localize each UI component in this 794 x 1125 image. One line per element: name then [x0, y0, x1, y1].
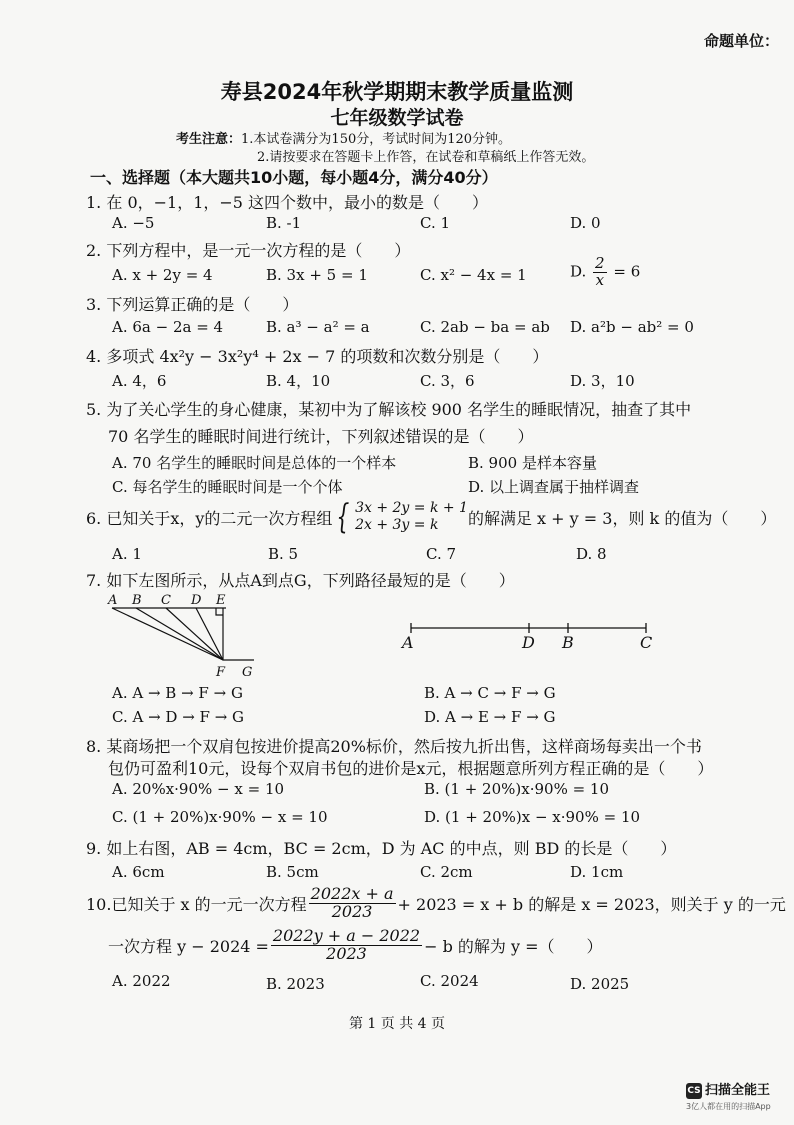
- q6-option-d: D. 8: [576, 545, 607, 563]
- q6-option-c: C. 7: [426, 545, 457, 563]
- q1-option-a: A. −5: [112, 214, 155, 232]
- question-7: 7. 如下左图所示，从点A到点G，下列路径最短的是（ ）: [86, 571, 515, 590]
- q8-option-a: A. 20%x·90% − x = 10: [112, 780, 285, 798]
- q3-option-b: B. a³ − a² = a: [266, 318, 370, 336]
- q10-option-a: A. 2022: [112, 972, 171, 990]
- q2-option-a: A. x + 2y = 4: [112, 266, 213, 284]
- q8-option-d: D. (1 + 20%)x − x·90% = 10: [424, 808, 641, 826]
- q6-equation-1: 3x + 2y = k + 1: [355, 500, 468, 517]
- q3-option-d: D. a²b − ab² = 0: [570, 318, 694, 336]
- q2-option-b: B. 3x + 5 = 1: [266, 266, 368, 284]
- fig-left-label-f: F: [216, 665, 226, 680]
- issuer-label: 命题单位：: [704, 32, 780, 50]
- q6-equation-system: [332, 497, 468, 537]
- fig-left-label-e: E: [216, 593, 226, 608]
- question-4: 4. 多项式 4x²y − 3x²y⁴ + 2x − 7 的项数和次数分别是（ ）: [86, 347, 549, 366]
- question-9: 9. 如上右图，AB = 4cm，BC = 2cm，D 为 AC 的中点，则 BD 的长是（ ）: [86, 839, 677, 858]
- question-8-line-2: 包仍可盈利10元，设每个双肩书包的进价是x元，根据题意所列方程正确的是（ ）: [108, 759, 714, 778]
- question-5-line-1: 5. 为了关心学生的身心健康，某初中为了解该校 900 名学生的睡眠情况，抽查了其中: [86, 400, 692, 419]
- q9-option-c: C. 2cm: [420, 863, 473, 881]
- q10-f2-numerator: 2022y + a − 2022: [272, 926, 421, 945]
- q1-option-b: B. -1: [266, 214, 302, 232]
- scanner-app-name: 扫描全能王: [705, 1083, 771, 1098]
- q6-post: 的解满足 x + y = 3，则 k 的值为（ ）: [467, 508, 777, 528]
- question-6: [86, 497, 777, 537]
- notice-label: 考生注意：: [176, 132, 242, 147]
- q6-brace: {: [336, 497, 350, 537]
- q10-mid: + 2023 = x + b 的解是 x = 2023，则关于 y 的一元: [397, 894, 786, 914]
- q6-pre: 6. 已知关于x，y的二元一次方程组: [86, 508, 333, 528]
- question-10-line-1: [86, 886, 786, 921]
- q10-option-b: B. 2023: [266, 975, 325, 993]
- q10-fraction-2: [271, 928, 422, 963]
- q10-option-d: D. 2025: [570, 975, 630, 993]
- q10-fraction-1: [309, 886, 396, 921]
- q10-line2-pre: 一次方程 y − 2024 =: [108, 936, 269, 956]
- q4-option-d: D. 3，10: [570, 372, 635, 390]
- question-10-line-2: [108, 928, 603, 963]
- section-title: 一、选择题（本大题共10小题，每小题4分，满分40分）: [90, 168, 498, 187]
- q5-option-d: D. 以上调查属于抽样调查: [468, 478, 640, 496]
- q4-option-a: A. 4，6: [112, 372, 167, 390]
- q4-option-c: C. 3，6: [420, 372, 475, 390]
- q9-option-d: D. 1cm: [570, 863, 624, 881]
- q5-option-a: A. 70 名学生的睡眠时间是总体的一个样本: [112, 454, 397, 472]
- notice-item-2: 2.请按要求在答题卡上作答，在试卷和草稿纸上作答无效。: [257, 150, 595, 165]
- fig-left-label-a: A: [108, 593, 118, 608]
- q9-option-a: A. 6cm: [112, 863, 165, 881]
- q6-option-b: B. 5: [268, 545, 299, 563]
- question-3: 3. 下列运算正确的是（ ）: [86, 295, 299, 314]
- q6-option-a: A. 1: [112, 545, 142, 563]
- q10-option-c: C. 2024: [420, 972, 479, 990]
- question-5-line-2: 70 名学生的睡眠时间进行统计，下列叙述错误的是（ ）: [108, 427, 534, 446]
- q2-d-label: D.: [570, 262, 587, 281]
- cs-logo-icon: CS: [686, 1083, 702, 1099]
- q2-option-d: [570, 256, 640, 289]
- question-1: 1. 在 0，−1，1，−5 这四个数中，最小的数是（ ）: [86, 193, 489, 212]
- q10-f2-denominator: 2023: [326, 943, 367, 963]
- fig-right-label-a: A: [402, 633, 414, 652]
- q7-option-c: C. A → D → F → G: [112, 708, 245, 726]
- q10-f1-denominator: 2023: [331, 901, 373, 921]
- q7-figure-right: [398, 612, 668, 654]
- q1-option-c: C. 1: [420, 214, 451, 232]
- q2-d-rest: = 6: [613, 262, 641, 281]
- question-2: 2. 下列方程中，是一元一次方程的是（ ）: [86, 241, 411, 260]
- scanner-tagline: 3亿人都在用的扫描App: [686, 1102, 771, 1111]
- fig-left-path-af: [112, 608, 223, 660]
- fig-right-label-d: D: [522, 633, 535, 652]
- q5-option-b: B. 900 是样本容量: [468, 454, 597, 472]
- q10-line2-post: − b 的解为 y =（ ）: [424, 936, 603, 956]
- page-number: 第 1 页 共 4 页: [348, 1016, 446, 1032]
- fig-right-label-b: B: [562, 633, 574, 652]
- q3-option-a: A. 6a − 2a = 4: [112, 318, 224, 336]
- q2-option-c: C. x² − 4x = 1: [420, 266, 527, 284]
- fig-left-label-g: G: [242, 665, 253, 680]
- q4-option-b: B. 4，10: [266, 372, 331, 390]
- notice-item-1: 1.本试卷满分为150分，考试时间为120分钟。: [241, 132, 512, 147]
- fig-right-label-c: C: [640, 633, 653, 652]
- question-8-line-1: 8. 某商场把一个双肩包按进价提高20%标价，然后按九折出售，这样商场每卖出一个书: [86, 737, 702, 756]
- exam-title: 寿县2024年秋学期期末教学质量监测: [220, 80, 574, 104]
- q2-d-numerator: 2: [595, 254, 605, 272]
- q7-option-a: A. A → B → F → G: [112, 684, 243, 702]
- q8-option-c: C. (1 + 20%)x·90% − x = 10: [112, 808, 328, 826]
- fig-left-label-d: D: [191, 593, 202, 608]
- q6-equation-2: 2x + 3y = k: [355, 517, 439, 533]
- q1-option-d: D. 0: [570, 214, 601, 232]
- fig-left-label-c: C: [161, 593, 171, 608]
- q5-option-c: C. 每名学生的睡眠时间是一个个体: [112, 478, 343, 496]
- q2-d-denominator: x: [595, 270, 605, 289]
- exam-subtitle: 七年级数学试卷: [330, 107, 464, 129]
- scanner-watermark: [686, 1079, 770, 1099]
- q7-option-d: D. A → E → F → G: [424, 708, 556, 726]
- q2-d-fraction: [593, 256, 607, 289]
- q10-pre: 10.已知关于 x 的一元一次方程: [86, 894, 307, 914]
- fig-left-path-cf: [166, 608, 223, 660]
- fig-left-right-angle-mark: [216, 608, 223, 615]
- q7-option-b: B. A → C → F → G: [424, 684, 556, 702]
- notice: [176, 128, 511, 147]
- q3-option-c: C. 2ab − ba = ab: [420, 318, 550, 336]
- q9-option-b: B. 5cm: [266, 863, 319, 881]
- fig-left-label-b: B: [132, 593, 142, 608]
- q8-option-b: B. (1 + 20%)x·90% = 10: [424, 780, 610, 798]
- q10-f1-numerator: 2022x + a: [310, 884, 394, 903]
- q7-figure-left: [106, 590, 266, 680]
